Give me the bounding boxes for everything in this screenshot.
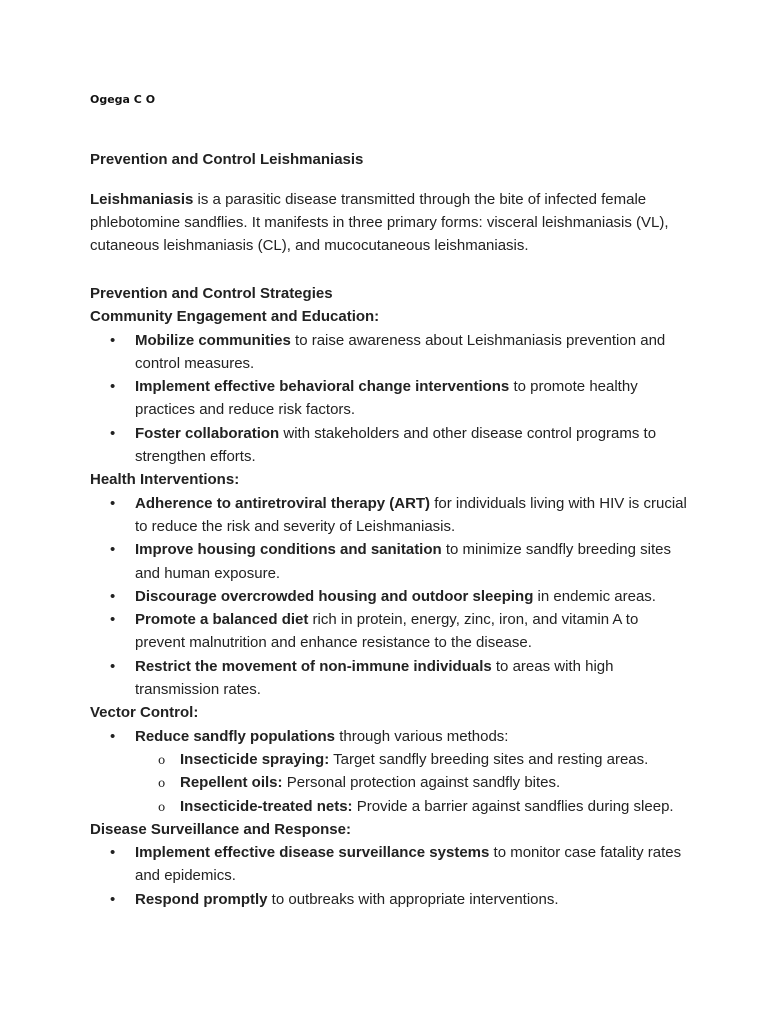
bullet-icon: • [110,587,116,605]
strategies-heading: Prevention and Control Strategies [90,285,333,302]
sections-container [90,305,690,911]
item-text: to promote healthy practices and reduce risk factors. [135,378,638,419]
item-text: for individuals living with HIV is crucial to reduce the risk and severity of Leishmaniasis. [135,494,687,535]
intro-text: is a parasitic disease transmitted through the bite of infected female phlebotomine sandflies. It manifests in three primary forms: visceral leishmaniasis (VL), cutaneous leishmaniasis (CL), and mucocutaneous leishmaniasis. [90,191,669,254]
item-emphasis: Implement effective disease surveillance systems [135,844,490,862]
bullet-icon: • [110,424,116,442]
item-text: to raise awareness about Leishmaniasis prevention and control measures. [135,331,666,372]
item-text: through various methods: [335,727,509,745]
section-heading: Health Interventions: [90,471,240,489]
section-heading: Disease Surveillance and Response: [90,820,351,838]
bullet-list [90,841,690,911]
strategies-body [90,282,690,911]
item-text: to outbreaks with appropriate interventions. [267,890,559,908]
bullet-icon: • [110,494,116,512]
sub-list-item [135,748,690,771]
item-text: to minimize sandfly breeding sites and human exposure. [135,541,671,582]
item-emphasis: Implement effective behavioral change interventions [135,378,510,396]
list-item [90,375,690,422]
sub-item-text: Target sandfly breeding sites and resting areas. [329,750,649,768]
list-item [90,538,690,585]
item-text: rich in protein, energy, zinc, iron, and vitamin A to prevent malnutrition and enhance resistance to the disease. [135,611,639,652]
item-emphasis: Foster collaboration [135,424,280,442]
sub-item-text: Provide a barrier against sandflies during sleep. [352,797,674,815]
bullet-icon: • [110,890,116,908]
sub-item-text: Personal protection against sandfly bites. [282,774,561,792]
sub-item-emphasis: Insecticide spraying: [180,750,330,768]
item-text: to monitor case fatality rates and epidemics. [135,844,682,885]
page-title: Prevention and Control Leishmaniasis [90,151,364,168]
bullet-icon: • [110,727,116,745]
item-emphasis: Adherence to antiretroviral therapy (ART) [135,494,431,512]
item-emphasis: Discourage overcrowded housing and outdoor sleeping [135,587,534,605]
bullet-icon: • [110,331,116,349]
item-text: with stakeholders and other disease control programs to strengthen efforts. [135,424,657,466]
sub-bullet-icon: o [158,776,166,791]
bullet-icon: • [110,657,116,675]
item-emphasis: Improve housing conditions and sanitation [135,541,442,559]
list-item [90,608,690,655]
section-heading: Vector Control: [90,704,199,722]
item-emphasis: Restrict the movement of non-immune individuals [135,657,492,675]
list-item [90,492,690,539]
bullet-icon: • [110,541,116,559]
sub-list-item [135,771,690,794]
item-text: in endemic areas. [533,587,656,605]
sub-bullet-icon: o [158,752,166,767]
sub-list-item [135,795,690,818]
bullet-list [90,329,690,469]
item-emphasis: Promote a balanced diet [135,611,309,629]
bullet-icon: • [110,611,116,629]
list-item [90,655,690,702]
bullet-list [90,492,690,702]
section-heading: Community Engagement and Education: [90,308,380,326]
sub-bullet-icon: o [158,799,166,814]
list-item [90,888,690,911]
intro-term: Leishmaniasis [90,191,194,208]
item-emphasis: Reduce sandfly populations [135,727,336,745]
bullet-list [90,725,690,818]
item-emphasis: Respond promptly [135,890,268,908]
sub-bullet-list [135,748,690,818]
intro-paragraph [90,188,680,257]
author-name: Ogega C O [90,93,156,106]
sub-item-emphasis: Insecticide-treated nets: [180,797,353,815]
list-item [90,422,690,469]
sub-item-emphasis: Repellent oils: [180,774,283,792]
bullet-icon: • [110,378,116,396]
list-item [90,329,690,376]
list-item [90,725,690,818]
item-emphasis: Mobilize communities [135,331,291,349]
list-item [90,585,690,608]
item-text: to areas with high transmission rates. [135,657,614,699]
bullet-icon: • [110,844,116,862]
list-item [90,841,690,888]
